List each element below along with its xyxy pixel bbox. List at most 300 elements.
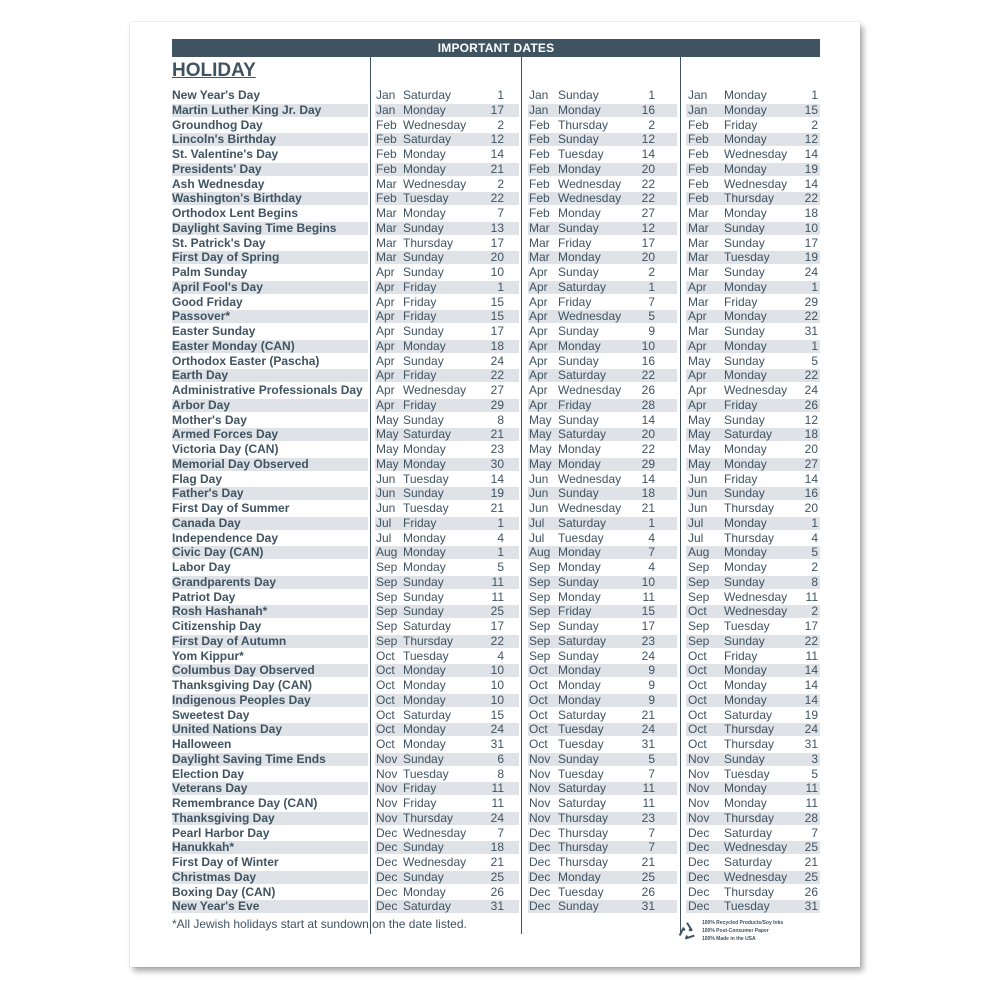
month-cell: May <box>529 456 552 471</box>
weekday-cell: Saturday <box>403 427 452 442</box>
month-cell: Feb <box>529 206 550 220</box>
month-cell: May <box>688 427 711 442</box>
month-cell: Oct <box>688 604 707 619</box>
weekday-cell: Monday <box>403 102 446 117</box>
month-cell: Dec <box>688 855 710 869</box>
weekday-cell: Sunday <box>558 619 599 633</box>
weekday-cell: Monday <box>724 560 767 574</box>
weekday-cell: Sunday <box>558 412 599 427</box>
day-number-cell: 1 <box>811 515 818 530</box>
day-number-cell: 24 <box>490 353 504 368</box>
table-row <box>172 457 820 472</box>
table-row <box>172 604 820 619</box>
table-row <box>172 590 820 605</box>
holiday-name: Daylight Saving Time Ends <box>172 751 326 766</box>
day-number-cell: 10 <box>641 338 655 353</box>
weekday-cell: Thursday <box>724 884 775 899</box>
month-cell: Mar <box>688 294 709 309</box>
weekday-cell: Sunday <box>724 486 765 501</box>
month-cell: Dec <box>688 884 710 899</box>
weekday-cell: Saturday <box>724 855 773 869</box>
weekday-cell: Tuesday <box>558 884 604 899</box>
table-row <box>172 280 820 295</box>
day-number-cell: 22 <box>641 191 655 206</box>
month-cell: Dec <box>688 840 710 855</box>
weekday-cell: Tuesday <box>403 501 449 515</box>
month-cell: Sep <box>376 560 398 574</box>
month-cell: Jul <box>529 515 545 530</box>
month-cell: Sep <box>688 633 710 648</box>
day-number-cell: 27 <box>490 383 504 397</box>
day-number-cell: 25 <box>804 840 818 855</box>
month-cell: Jul <box>376 530 392 545</box>
day-number-cell: 27 <box>804 456 818 471</box>
weekday-cell: Saturday <box>558 279 607 294</box>
day-number-cell: 9 <box>648 324 655 338</box>
holiday-name: Christmas Day <box>172 869 257 884</box>
day-number-cell: 4 <box>648 560 655 574</box>
day-number-cell: 2 <box>811 560 818 574</box>
month-cell: Oct <box>529 678 548 692</box>
weekday-cell: Wednesday <box>403 383 467 397</box>
weekday-cell: Friday <box>403 294 437 309</box>
weekday-cell: Friday <box>403 397 437 412</box>
day-number-cell: 2 <box>648 117 655 132</box>
month-cell: Sep <box>376 633 398 648</box>
day-number-cell: 15 <box>641 604 655 619</box>
footnote: *All Jewish holidays start at sundown on the date listed. <box>172 917 467 931</box>
day-number-cell: 21 <box>641 855 655 869</box>
weekday-cell: Sunday <box>403 324 444 338</box>
day-number-cell: 16 <box>641 102 655 117</box>
weekday-cell: Friday <box>403 309 437 324</box>
holiday-name: New Year's Day <box>172 88 261 102</box>
holiday-name: Sweetest Day <box>172 707 250 722</box>
weekday-cell: Sunday <box>724 574 765 589</box>
day-number-cell: 4 <box>811 530 818 545</box>
weekday-cell: Friday <box>724 117 758 132</box>
month-cell: May <box>688 412 711 427</box>
month-cell: Nov <box>376 766 398 781</box>
day-number-cell: 1 <box>497 545 504 560</box>
weekday-cell: Sunday <box>403 589 444 604</box>
weekday-cell: Saturday <box>724 707 773 722</box>
day-number-cell: 19 <box>804 161 818 176</box>
weekday-cell: Monday <box>558 456 601 471</box>
holiday-name: First Day of Autumn <box>172 633 287 648</box>
day-number-cell: 1 <box>497 88 504 102</box>
month-cell: Sep <box>688 574 710 589</box>
day-number-cell: 15 <box>804 102 818 117</box>
weekday-cell: Thursday <box>558 117 609 132</box>
month-cell: Apr <box>376 383 395 397</box>
month-cell: Apr <box>376 338 395 353</box>
month-cell: Dec <box>376 884 398 899</box>
holiday-name: April Fool's Day <box>172 279 263 294</box>
month-cell: May <box>529 442 552 456</box>
weekday-cell: Sunday <box>724 751 765 766</box>
weekday-cell: Monday <box>724 515 767 530</box>
month-cell: Sep <box>688 589 710 604</box>
weekday-cell: Tuesday <box>403 191 449 206</box>
day-number-cell: 11 <box>805 648 818 663</box>
weekday-cell: Tuesday <box>724 250 770 265</box>
day-number-cell: 1 <box>497 279 504 294</box>
table-row <box>172 118 820 133</box>
day-number-cell: 22 <box>490 368 504 383</box>
day-number-cell: 21 <box>490 427 504 442</box>
day-number-cell: 17 <box>490 619 504 633</box>
month-cell: Apr <box>688 279 707 294</box>
month-cell: Oct <box>688 678 707 692</box>
month-cell: Jun <box>529 471 549 486</box>
day-number-cell: 1 <box>648 88 655 102</box>
weekday-cell: Friday <box>403 796 437 810</box>
weekday-cell: Thursday <box>558 855 609 869</box>
month-cell: Sep <box>376 619 398 633</box>
day-number-cell: 16 <box>641 353 655 368</box>
weekday-cell: Saturday <box>403 619 452 633</box>
holiday-name: Orthodox Lent Begins <box>172 206 298 220</box>
holiday-name: First Day of Winter <box>172 855 279 869</box>
day-number-cell: 10 <box>804 220 818 235</box>
holiday-name: Good Friday <box>172 294 243 309</box>
day-number-cell: 9 <box>648 678 655 692</box>
month-cell: Mar <box>688 206 709 220</box>
holiday-name: Armed Forces Day <box>172 427 279 442</box>
month-cell: Dec <box>376 825 398 840</box>
table-row <box>172 132 820 147</box>
day-number-cell: 24 <box>641 722 655 737</box>
weekday-cell: Monday <box>403 338 446 353</box>
weekday-cell: Thursday <box>724 530 775 545</box>
weekday-cell: Saturday <box>403 899 452 914</box>
month-cell: Oct <box>376 692 395 707</box>
table-row <box>172 295 820 310</box>
table-row <box>172 811 820 826</box>
weekday-cell: Friday <box>403 368 437 383</box>
day-number-cell: 10 <box>490 678 504 692</box>
day-number-cell: 15 <box>490 707 504 722</box>
holiday-name: Passover* <box>172 309 231 324</box>
day-number-cell: 22 <box>490 191 504 206</box>
month-cell: Feb <box>688 147 709 161</box>
month-cell: Sep <box>529 648 551 663</box>
weekday-cell: Sunday <box>558 88 599 102</box>
day-number-cell: 1 <box>497 515 504 530</box>
weekday-cell: Friday <box>558 294 592 309</box>
weekday-cell: Sunday <box>403 840 444 855</box>
weekday-cell: Friday <box>558 235 592 250</box>
weekday-cell: Wednesday <box>558 176 622 191</box>
month-cell: Dec <box>688 869 710 884</box>
month-cell: Jun <box>688 501 708 515</box>
month-cell: Aug <box>529 545 551 560</box>
day-number-cell: 14 <box>804 678 818 692</box>
day-number-cell: 7 <box>648 766 655 781</box>
weekday-cell: Monday <box>558 663 601 678</box>
day-number-cell: 11 <box>805 796 818 810</box>
weekday-cell: Wednesday <box>724 176 788 191</box>
day-number-cell: 5 <box>648 309 655 324</box>
month-cell: Feb <box>529 176 550 191</box>
weekday-cell: Thursday <box>403 810 454 825</box>
month-cell: Jan <box>376 102 396 117</box>
day-number-cell: 5 <box>811 545 818 560</box>
holiday-name: Canada Day <box>172 515 241 530</box>
table-row <box>172 309 820 324</box>
day-number-cell: 28 <box>641 397 655 412</box>
day-number-cell: 23 <box>490 442 504 456</box>
day-number-cell: 26 <box>804 884 818 899</box>
day-number-cell: 4 <box>497 648 504 663</box>
day-number-cell: 14 <box>641 471 655 486</box>
table-row <box>172 796 820 811</box>
month-cell: Apr <box>529 353 548 368</box>
month-cell: May <box>376 412 399 427</box>
weekday-cell: Monday <box>724 206 767 220</box>
day-number-cell: 15 <box>490 294 504 309</box>
weekday-cell: Sunday <box>724 412 765 427</box>
month-cell: Feb <box>376 191 397 206</box>
day-number-cell: 17 <box>641 619 655 633</box>
holiday-name: Mother's Day <box>172 412 247 427</box>
month-cell: Feb <box>688 161 709 176</box>
day-number-cell: 11 <box>491 781 504 796</box>
month-cell: Oct <box>376 737 395 751</box>
weekday-cell: Sunday <box>558 220 599 235</box>
day-number-cell: 29 <box>804 294 818 309</box>
day-number-cell: 14 <box>804 663 818 678</box>
weekday-cell: Tuesday <box>558 737 604 751</box>
table-row <box>172 427 820 442</box>
month-cell: Dec <box>529 855 551 869</box>
holiday-name: Earth Day <box>172 368 229 383</box>
table-row <box>172 486 820 501</box>
weekday-cell: Tuesday <box>724 619 770 633</box>
day-number-cell: 25 <box>804 869 818 884</box>
weekday-cell: Friday <box>558 604 592 619</box>
holiday-name: Labor Day <box>172 560 231 574</box>
holiday-name: Easter Sunday <box>172 324 256 338</box>
day-number-cell: 11 <box>491 574 504 589</box>
weekday-cell: Wednesday <box>558 471 622 486</box>
weekday-cell: Sunday <box>724 220 765 235</box>
holiday-name: Administrative Professionals Day <box>172 383 363 397</box>
holiday-name: Pearl Harbor Day <box>172 825 270 840</box>
month-cell: Aug <box>376 545 398 560</box>
day-number-cell: 6 <box>497 751 504 766</box>
table-row <box>172 191 820 206</box>
month-cell: Oct <box>688 722 707 737</box>
table-row <box>172 885 820 900</box>
weekday-cell: Friday <box>724 471 758 486</box>
month-cell: May <box>376 456 399 471</box>
month-cell: Dec <box>529 869 551 884</box>
day-number-cell: 20 <box>641 427 655 442</box>
table-row <box>172 870 820 885</box>
month-cell: Mar <box>376 176 397 191</box>
table-row <box>172 737 820 752</box>
weekday-cell: Sunday <box>403 751 444 766</box>
day-number-cell: 23 <box>641 633 655 648</box>
holiday-name: Patriot Day <box>172 589 236 604</box>
day-number-cell: 2 <box>497 176 504 191</box>
month-cell: Apr <box>376 294 395 309</box>
month-cell: Nov <box>688 796 710 810</box>
weekday-cell: Thursday <box>724 722 775 737</box>
table-row <box>172 663 820 678</box>
holiday-name: Hanukkah* <box>172 840 235 855</box>
month-cell: Apr <box>688 383 707 397</box>
holiday-name: Victoria Day (CAN) <box>172 442 279 456</box>
weekday-cell: Wednesday <box>724 604 788 619</box>
day-number-cell: 11 <box>642 796 655 810</box>
day-number-cell: 29 <box>490 397 504 412</box>
day-number-cell: 24 <box>804 383 818 397</box>
day-number-cell: 27 <box>641 206 655 220</box>
weekday-cell: Monday <box>724 678 767 692</box>
day-number-cell: 1 <box>648 279 655 294</box>
weekday-cell: Sunday <box>558 353 599 368</box>
day-number-cell: 20 <box>641 250 655 265</box>
day-number-cell: 19 <box>804 250 818 265</box>
month-cell: Dec <box>376 899 398 914</box>
month-cell: Nov <box>529 781 551 796</box>
table-row <box>172 88 820 103</box>
month-cell: May <box>529 412 552 427</box>
month-cell: Jun <box>688 486 708 501</box>
month-cell: Apr <box>529 338 548 353</box>
weekday-cell: Monday <box>558 692 601 707</box>
weekday-cell: Monday <box>724 161 767 176</box>
holiday-name: Washington's Birthday <box>172 191 302 206</box>
month-cell: Jan <box>688 88 708 102</box>
day-number-cell: 22 <box>804 633 818 648</box>
month-cell: Mar <box>376 206 397 220</box>
month-cell: Oct <box>376 722 395 737</box>
holiday-name: Ash Wednesday <box>172 176 265 191</box>
month-cell: Mar <box>529 250 550 265</box>
day-number-cell: 21 <box>641 501 655 515</box>
month-cell: Oct <box>688 663 707 678</box>
weekday-cell: Wednesday <box>724 840 788 855</box>
weekday-cell: Saturday <box>403 707 452 722</box>
holiday-name: Easter Monday (CAN) <box>172 338 295 353</box>
weekday-cell: Friday <box>403 781 437 796</box>
month-cell: Dec <box>376 869 398 884</box>
month-cell: Nov <box>529 751 551 766</box>
day-number-cell: 5 <box>811 766 818 781</box>
weekday-cell: Tuesday <box>558 766 604 781</box>
day-number-cell: 13 <box>490 220 504 235</box>
month-cell: Jul <box>529 530 545 545</box>
weekday-cell: Monday <box>558 560 601 574</box>
month-cell: Dec <box>688 899 710 914</box>
weekday-cell: Thursday <box>403 235 454 250</box>
weekday-cell: Saturday <box>558 427 607 442</box>
weekday-cell: Monday <box>558 250 601 265</box>
month-cell: Mar <box>376 235 397 250</box>
day-number-cell: 8 <box>497 412 504 427</box>
month-cell: Feb <box>529 161 550 176</box>
month-cell: Nov <box>688 810 710 825</box>
month-cell: Oct <box>529 663 548 678</box>
month-cell: Nov <box>376 781 398 796</box>
weekday-cell: Tuesday <box>403 766 449 781</box>
month-cell: Apr <box>529 368 548 383</box>
weekday-cell: Thursday <box>724 737 775 751</box>
month-cell: Nov <box>376 810 398 825</box>
weekday-cell: Wednesday <box>558 191 622 206</box>
month-cell: Dec <box>529 884 551 899</box>
month-cell: Feb <box>376 117 397 132</box>
section-title-holiday: HOLIDAY <box>172 60 256 81</box>
table-row <box>172 147 820 162</box>
day-number-cell: 5 <box>648 751 655 766</box>
weekday-cell: Sunday <box>724 324 765 338</box>
month-cell: Oct <box>688 648 707 663</box>
weekday-cell: Sunday <box>403 220 444 235</box>
day-number-cell: 14 <box>490 147 504 161</box>
holiday-name: Palm Sunday <box>172 265 248 279</box>
day-number-cell: 17 <box>641 235 655 250</box>
day-number-cell: 31 <box>804 737 818 751</box>
holiday-name: United Nations Day <box>172 722 283 737</box>
weekday-cell: Wednesday <box>558 501 622 515</box>
weekday-cell: Monday <box>403 147 446 161</box>
month-cell: Jan <box>529 102 549 117</box>
weekday-cell: Sunday <box>724 235 765 250</box>
day-number-cell: 11 <box>642 589 655 604</box>
day-number-cell: 16 <box>804 486 818 501</box>
weekday-cell: Sunday <box>558 132 599 147</box>
month-cell: Mar <box>376 250 397 265</box>
month-cell: Feb <box>529 117 550 132</box>
month-cell: Nov <box>688 766 710 781</box>
month-cell: Oct <box>376 648 395 663</box>
month-cell: Dec <box>529 899 551 914</box>
weekday-cell: Monday <box>724 692 767 707</box>
weekday-cell: Thursday <box>558 825 609 840</box>
day-number-cell: 12 <box>641 220 655 235</box>
holiday-name: Memorial Day Observed <box>172 456 309 471</box>
weekday-cell: Saturday <box>558 796 607 810</box>
weekday-cell: Monday <box>724 309 767 324</box>
day-number-cell: 5 <box>811 353 818 368</box>
month-cell: Sep <box>376 589 398 604</box>
weekday-cell: Tuesday <box>724 766 770 781</box>
month-cell: Dec <box>376 840 398 855</box>
weekday-cell: Saturday <box>403 132 452 147</box>
weekday-cell: Monday <box>403 442 446 456</box>
table-row <box>172 899 820 914</box>
month-cell: Dec <box>376 855 398 869</box>
day-number-cell: 7 <box>811 825 818 840</box>
month-cell: Jun <box>529 486 549 501</box>
table-row <box>172 722 820 737</box>
month-cell: May <box>529 427 552 442</box>
table-row <box>172 516 820 531</box>
month-cell: Apr <box>376 309 395 324</box>
eco-line: 100% Recycled Products/Soy Inks <box>702 920 784 926</box>
table-row <box>172 442 820 457</box>
month-cell: Feb <box>376 147 397 161</box>
weekday-cell: Monday <box>403 545 446 560</box>
holiday-name: Thanksgiving Day (CAN) <box>172 678 313 692</box>
holiday-name: Martin Luther King Jr. Day <box>172 102 322 117</box>
month-cell: Mar <box>688 235 709 250</box>
